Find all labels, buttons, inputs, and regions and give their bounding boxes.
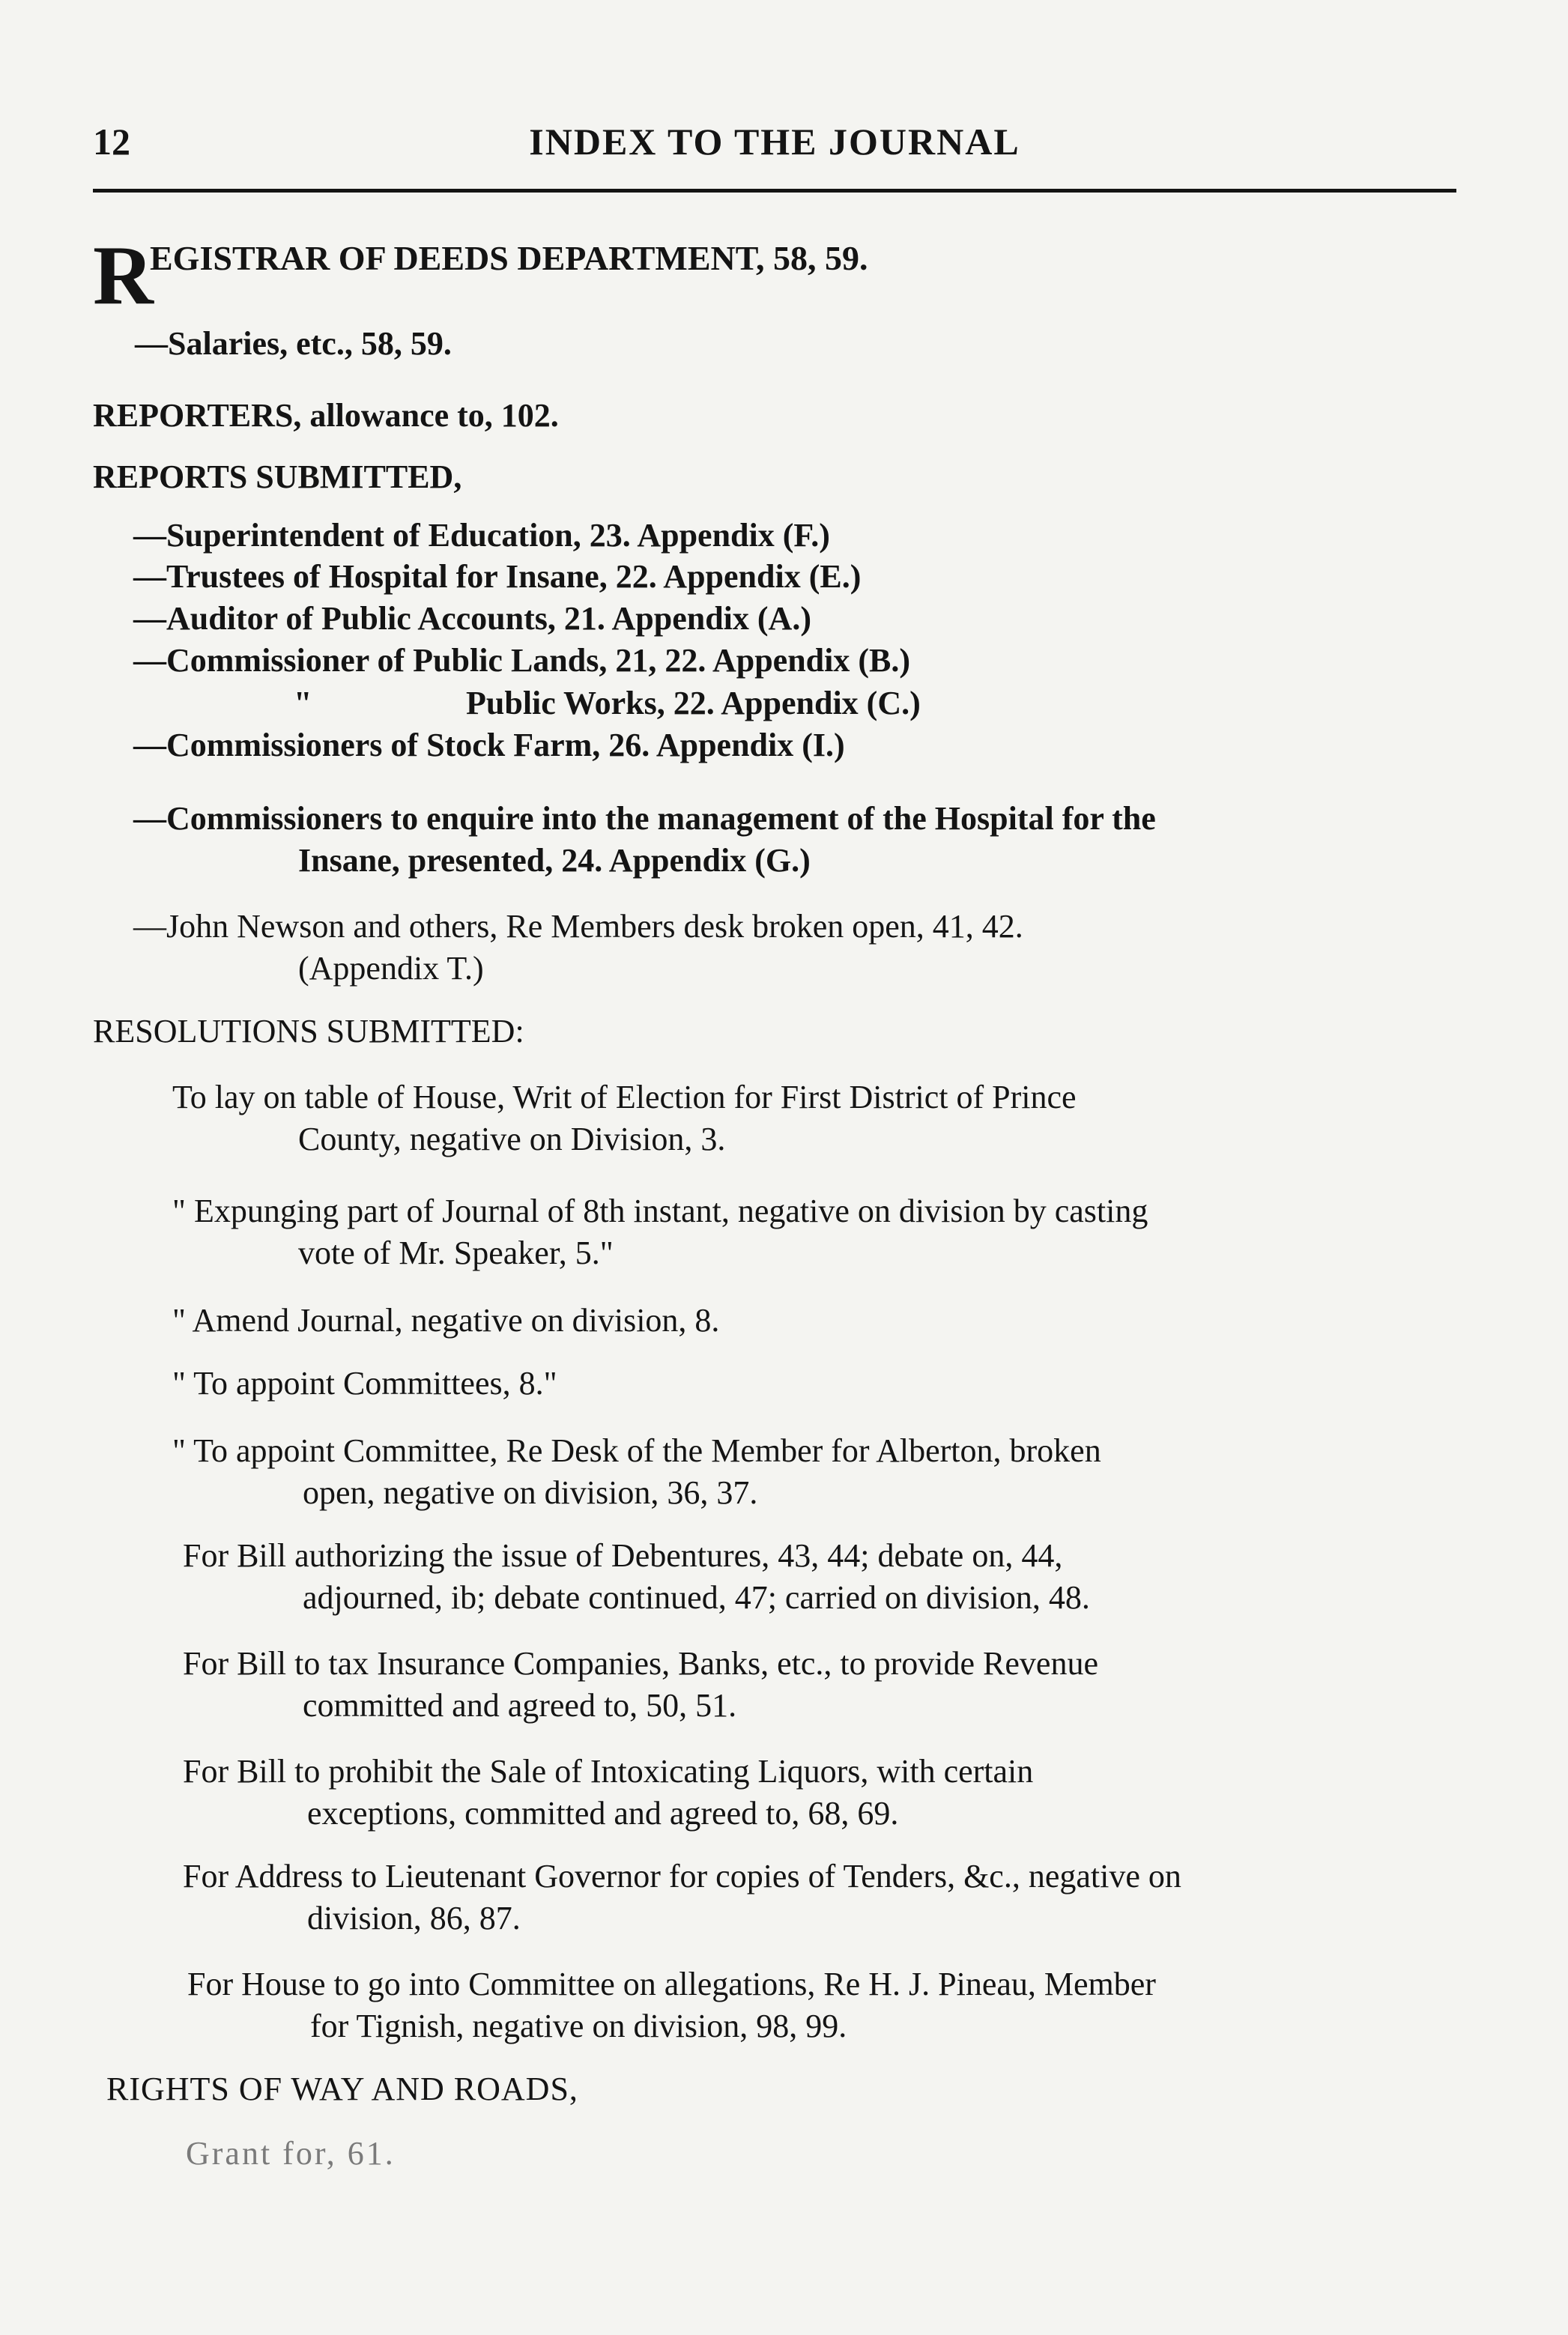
- resolution-line2: for Tignish, negative on division, 98, 99.: [310, 2008, 847, 2044]
- rights-of-way-heading: RIGHTS OF WAY AND ROADS,: [106, 2071, 578, 2107]
- page-header: [93, 114, 1456, 174]
- report-item: —Commissioner of Public Lands, 21, 22. Appendix (B.): [133, 642, 911, 679]
- resolution-line2: adjourned, ib; debate continued, 47; carried on division, 48.: [303, 1579, 1090, 1616]
- resolution-line2: County, negative on Division, 3.: [298, 1121, 726, 1157]
- ditto-mark: ": [294, 685, 312, 721]
- report-item: —Auditor of Public Accounts, 21. Appendix (A.): [133, 600, 811, 637]
- resolution-line1: For Bill to tax Insurance Companies, Banks, etc., to provide Revenue: [183, 1645, 1098, 1682]
- resolution-line1: For Address to Lieutenant Governor for copies of Tenders, &c., negative on: [183, 1858, 1181, 1895]
- resolution-line1: " To appoint Committees, 8.": [172, 1365, 557, 1402]
- registrar-salaries: —Salaries, etc., 58, 59.: [135, 325, 452, 362]
- resolution-line1: For House to go into Committee on allegations, Re H. J. Pineau, Member: [187, 1966, 1156, 2002]
- resolution-line1: " Amend Journal, negative on division, 8.: [172, 1302, 720, 1339]
- header-rule: [93, 189, 1456, 193]
- resolution-line2: division, 86, 87.: [307, 1900, 521, 1936]
- report-hospital-line1: —Commissioners to enquire into the management of the Hospital for the: [133, 800, 1156, 837]
- report-item: —Superintendent of Education, 23. Appendix (F.): [133, 517, 830, 554]
- resolutions-heading: RESOLUTIONS SUBMITTED:: [93, 1013, 524, 1050]
- resolution-line1: To lay on table of House, Writ of Election for First District of Prince: [172, 1079, 1077, 1115]
- page-number: 12: [93, 121, 130, 163]
- report-item-public-works: Public Works, 22. Appendix (C.): [466, 685, 921, 721]
- registrar-heading: EGISTRAR OF DEEDS DEPARTMENT, 58, 59.: [150, 239, 868, 277]
- report-item-stock-farm: —Commissioners of Stock Farm, 26. Appendix (I.): [133, 727, 845, 763]
- reporters-entry: REPORTERS, allowance to, 102.: [93, 397, 559, 434]
- report-item: —Trustees of Hospital for Insane, 22. Appendix (E.): [133, 558, 862, 595]
- resolution-line2: exceptions, committed and agreed to, 68, 69.: [307, 1795, 899, 1832]
- resolution-line1: " To appoint Committee, Re Desk of the Member for Alberton, broken: [172, 1432, 1101, 1469]
- resolution-line1: For Bill authorizing the issue of Debentures, 43, 44; debate on, 44,: [183, 1537, 1063, 1574]
- resolution-line1: For Bill to prohibit the Sale of Intoxicating Liquors, with certain: [183, 1753, 1034, 1790]
- resolution-line2: vote of Mr. Speaker, 5.": [298, 1235, 614, 1271]
- report-newson-line1: —John Newson and others, Re Members desk broken open, 41, 42.: [133, 908, 1023, 945]
- reports-heading: REPORTS SUBMITTED,: [93, 458, 462, 495]
- resolution-line2: open, negative on division, 36, 37.: [303, 1474, 758, 1511]
- resolution-line2: committed and agreed to, 50, 51.: [303, 1687, 737, 1724]
- drop-cap: R: [93, 229, 154, 322]
- rights-of-way-grant: Grant for, 61.: [186, 2135, 396, 2172]
- resolution-line1: " Expunging part of Journal of 8th instant, negative on division by casting: [172, 1193, 1148, 1229]
- report-newson-line2: (Appendix T.): [298, 950, 484, 987]
- running-title: INDEX TO THE JOURNAL: [529, 121, 1020, 163]
- report-hospital-line2: Insane, presented, 24. Appendix (G.): [298, 842, 811, 879]
